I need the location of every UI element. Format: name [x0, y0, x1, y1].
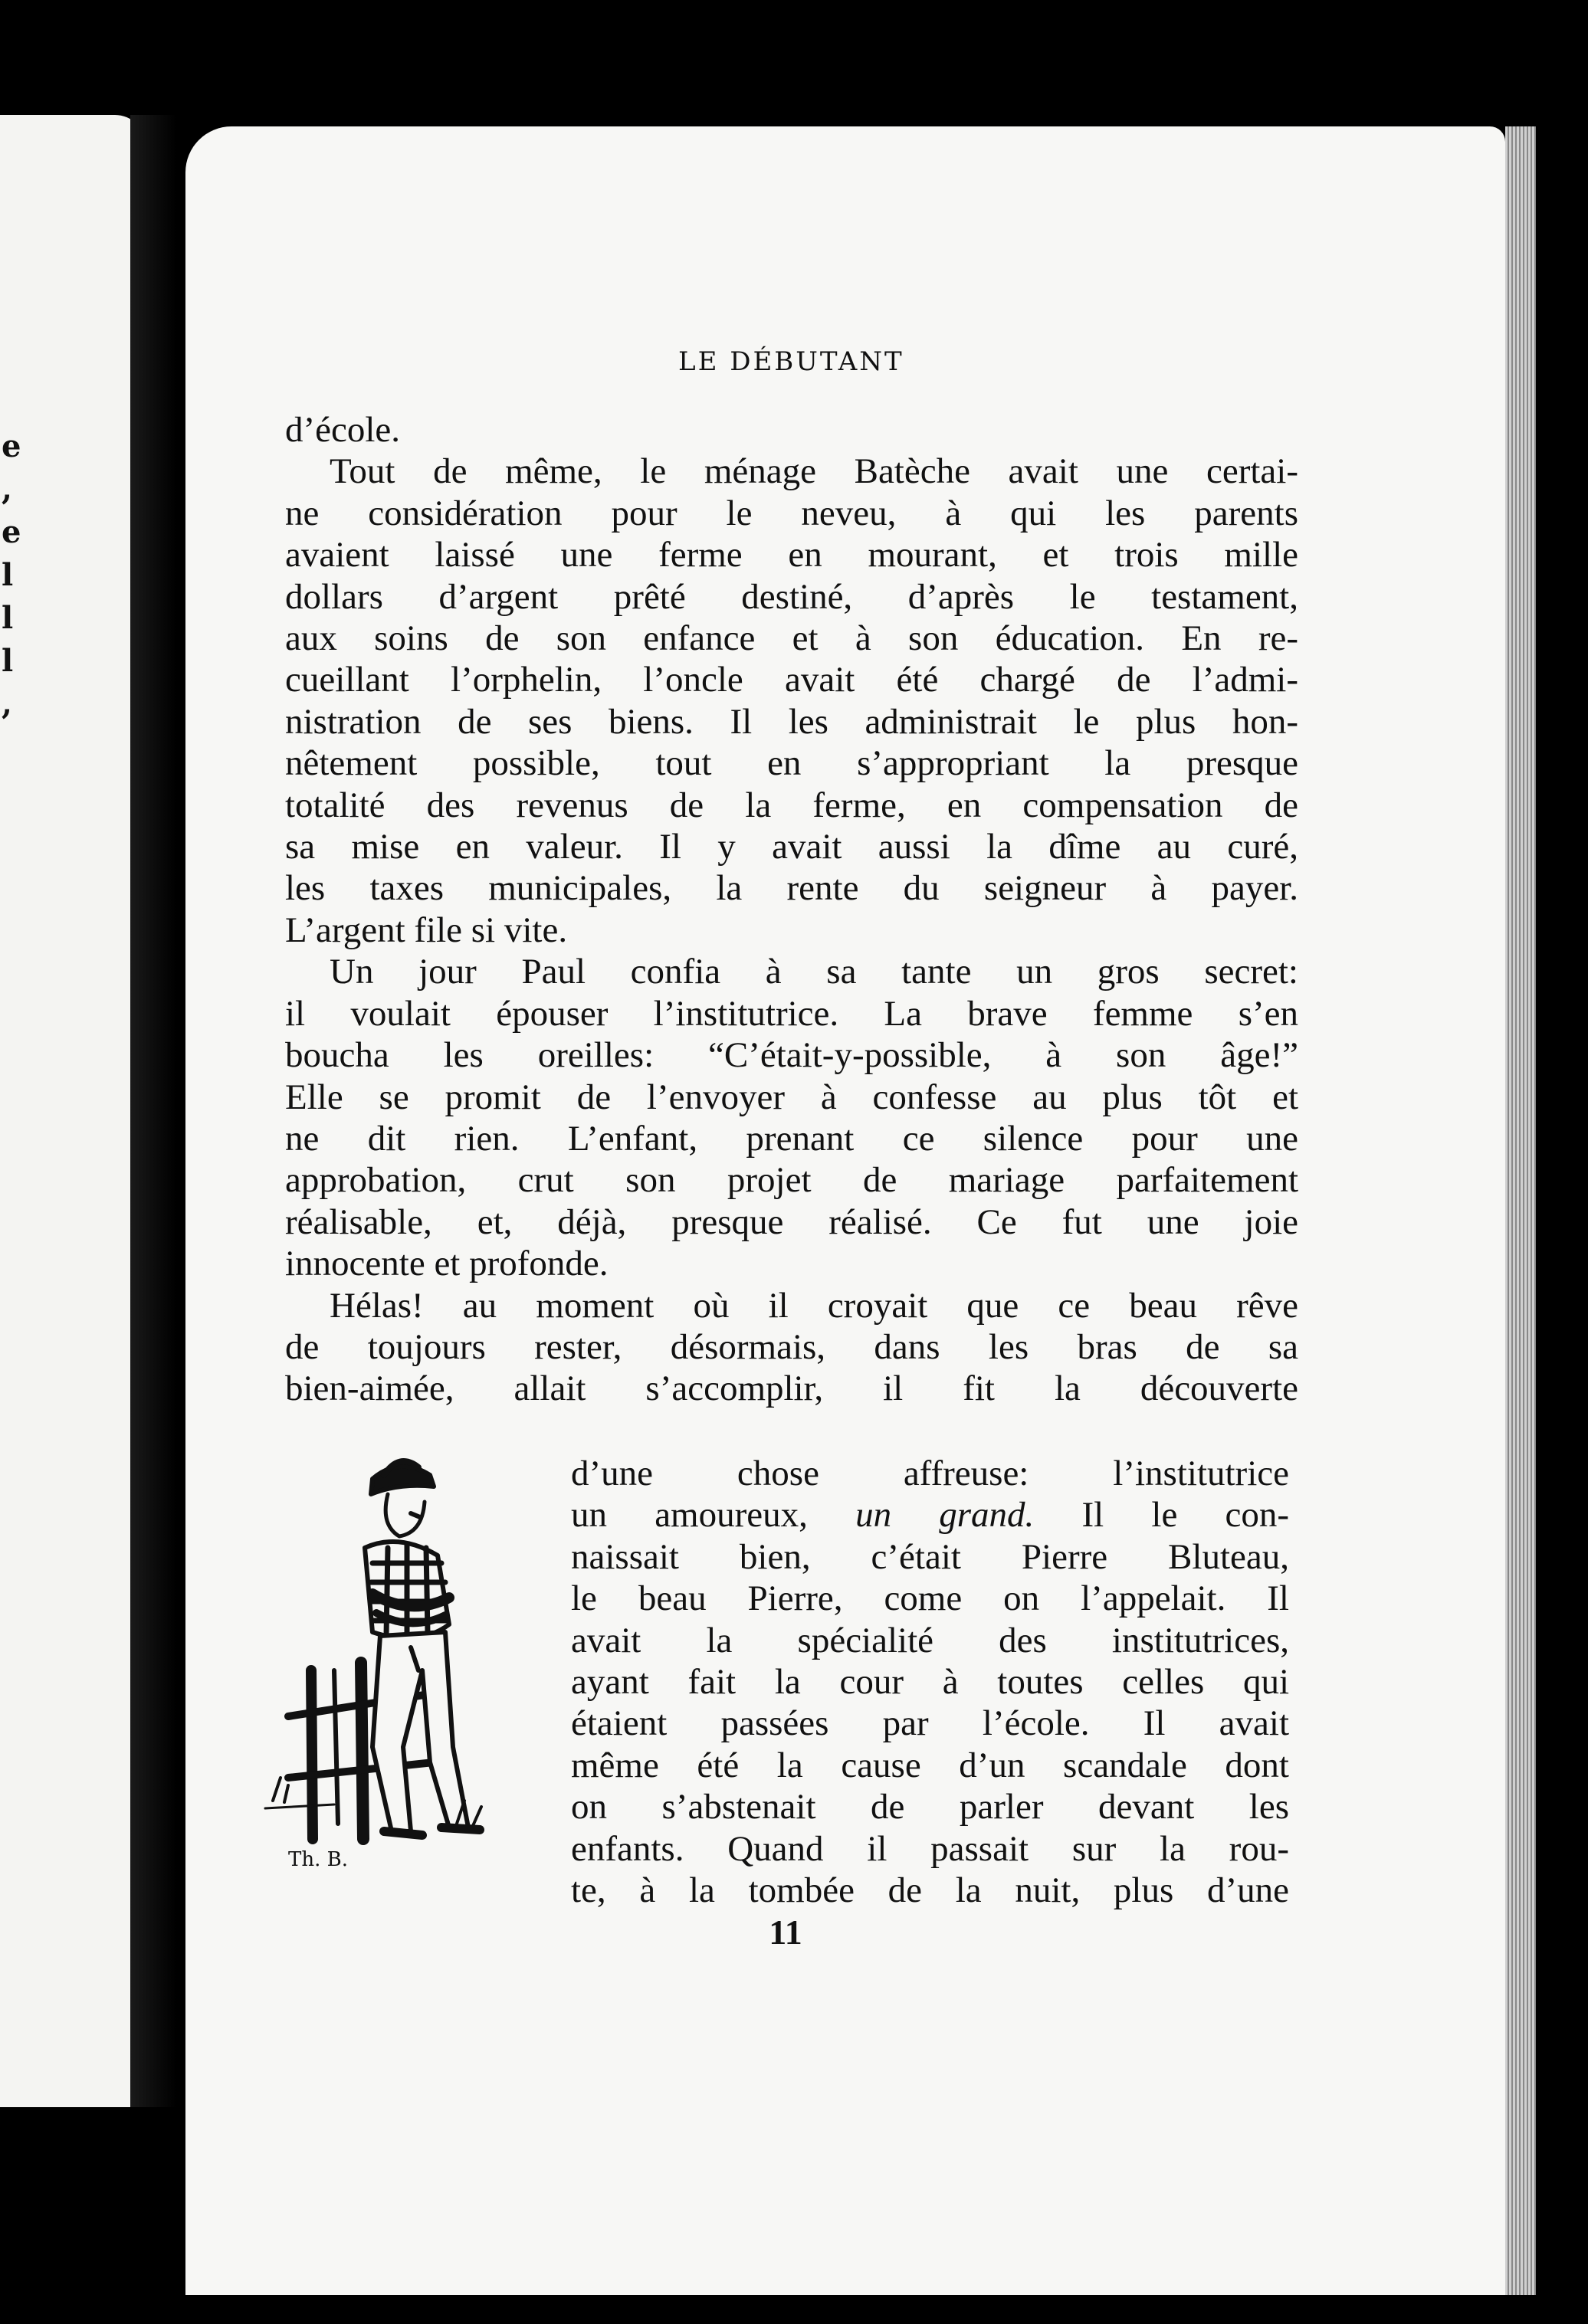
text-line: d’école.	[285, 410, 401, 450]
body-text	[285, 409, 1298, 1410]
text-line: totalité des revenus de la ferme, en compensation de	[285, 785, 1298, 825]
emphasized-text: un grand.	[855, 1495, 1035, 1536]
text-line: boucha les oreilles: “C’était-y-possible, à son âge!”	[285, 1035, 1298, 1076]
text-line: de toujours rester, désormais, dans les bras de sa	[285, 1326, 1298, 1367]
text-line: Elle se promit de l’envoyer à confesse au plus tôt et	[285, 1077, 1298, 1117]
text-line: Un jour Paul confia à sa tante un gros secret:	[330, 952, 1298, 992]
left-fragment-char: l	[2, 643, 14, 679]
text-line: dollars d’argent prêté destiné, d’après le testament,	[285, 576, 1298, 617]
text-line: on s’abstenait de parler devant les	[571, 1787, 1289, 1827]
left-fragment-char: e	[2, 428, 21, 464]
page-edge	[1505, 126, 1536, 2295]
left-page-text-fragments	[2, 425, 25, 726]
text-line: avait la spécialité des institutrices,	[571, 1620, 1289, 1660]
illustration-signature: Th. B.	[288, 1848, 348, 1870]
text-line: même été la cause d’un scandale dont	[571, 1745, 1289, 1785]
text-line: d’une chose affreuse: l’institutrice	[571, 1454, 1289, 1493]
text-line: cueillant l’orphelin, l’oncle avait été chargé de l’admi-	[285, 660, 1298, 700]
text-line: naissait bien, c’était Pierre Bluteau,	[571, 1536, 1289, 1577]
left-page-fragment	[0, 115, 146, 2107]
text-line: nistration de ses biens. Il les administrait le plus hon-	[285, 701, 1298, 742]
left-fragment-char: l	[2, 600, 14, 636]
text-line: ne considération pour le neveu, à qui les parents	[285, 493, 1298, 533]
text-line: te, à la tombée de la nuit, plus d’une	[571, 1870, 1289, 1911]
text-line: L’argent file si vite.	[285, 910, 568, 950]
left-fragment-char: e	[2, 514, 21, 550]
text-line: réalisable, et, déjà, presque réalisé. Ce fut une joie	[285, 1201, 1298, 1242]
text-line: nêtement possible, tout en s’appropriant la presque	[285, 743, 1298, 784]
book-gutter	[130, 115, 176, 2107]
text-line: ne dit rien. L’enfant, prenant ce silence pour une	[285, 1118, 1298, 1159]
text-line: enfants. Quand il passait sur la rou-	[571, 1828, 1289, 1869]
page-number: 11	[769, 1913, 802, 1952]
running-head: LE DÉBUTANT	[678, 346, 904, 377]
text-line: approbation, crut son projet de mariage parfaitement	[285, 1160, 1298, 1201]
text-line: ayant fait la cour à toutes celles qui	[571, 1662, 1289, 1703]
left-fragment-char: ,	[2, 471, 12, 507]
text-line: étaient passées par l’école. Il avait	[571, 1703, 1289, 1744]
text-line	[571, 1494, 1289, 1536]
wrapped-text	[571, 1453, 1289, 1911]
boy-leaning-on-fence-illustration	[258, 1441, 549, 1870]
text-line: le beau Pierre, come on l’appelait. Il	[571, 1578, 1289, 1619]
text-line: les taxes municipales, la rente du seigneur à payer.	[285, 868, 1298, 909]
left-fragment-char: l	[2, 557, 14, 593]
text-line: Tout de même, le ménage Batèche avait une certai-	[330, 451, 1298, 492]
text-line: avaient laissé une ferme en mourant, et trois mille	[285, 535, 1298, 575]
text-line: innocente et profonde.	[285, 1244, 609, 1284]
text-span: un amoureux,	[571, 1495, 856, 1536]
text-line: aux soins de son enfance et à son éducation. En re-	[285, 618, 1298, 659]
text-span: Il le con-	[1034, 1495, 1289, 1536]
text-line: Hélas! au moment où il croyait que ce beau rêve	[330, 1285, 1298, 1326]
text-line: sa mise en valeur. Il y avait aussi la dîme au curé,	[285, 827, 1298, 867]
left-fragment-char: ,	[2, 686, 12, 722]
text-line: il voulait épouser l’institutrice. La brave femme s’en	[285, 993, 1298, 1034]
text-line: bien-aimée, allait s’accomplir, il fit la découverte	[285, 1369, 1298, 1409]
